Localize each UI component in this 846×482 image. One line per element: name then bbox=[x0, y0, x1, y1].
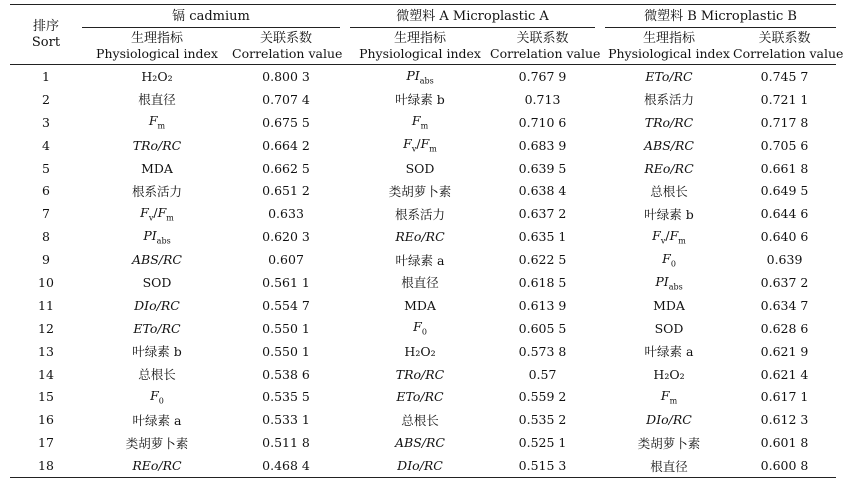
group-header-microplastic-a: 微塑料 A Microplastic A bbox=[350, 5, 595, 28]
microplastic-a-value-cell: 0.639 5 bbox=[518, 160, 567, 176]
table-row bbox=[10, 88, 836, 111]
cadmium-value-cell: 0.511 8 bbox=[262, 435, 310, 451]
cadmium-value-cell: 0.533 1 bbox=[262, 412, 310, 428]
sort-cell: 14 bbox=[38, 366, 54, 382]
cadmium-value-cell: 0.561 1 bbox=[262, 274, 310, 290]
header-row-groups bbox=[10, 5, 836, 28]
microplastic-b-value-cell: 0.637 2 bbox=[760, 274, 809, 290]
table-row bbox=[10, 225, 836, 248]
cadmium-value-cell: 0.800 3 bbox=[262, 68, 310, 84]
microplastic-a-index-cell: ABS/RC bbox=[395, 435, 445, 451]
group-header-cadmium: 镉 cadmium bbox=[82, 5, 340, 28]
sort-cell: 9 bbox=[42, 252, 50, 268]
col-header-corr: 关联系数 Correlation value bbox=[733, 28, 836, 65]
microplastic-a-value-cell: 0.710 6 bbox=[518, 114, 567, 130]
cadmium-index-cell: 根直径 bbox=[138, 92, 176, 108]
microplastic-a-index-cell: $PI_{abs}$ bbox=[406, 67, 434, 86]
microplastic-b-index-cell: 根直径 bbox=[650, 458, 688, 474]
microplastic-b-value-cell: 0.617 1 bbox=[760, 389, 809, 405]
table-row bbox=[10, 134, 836, 157]
microplastic-b-index-cell: $F_0$ bbox=[662, 250, 676, 269]
cadmium-index-cell: SOD bbox=[142, 274, 172, 290]
cadmium-value-cell: 0.620 3 bbox=[262, 229, 310, 245]
microplastic-a-value-cell: 0.637 2 bbox=[518, 206, 567, 222]
col-header-corr: 关联系数 Correlation value bbox=[232, 28, 340, 65]
microplastic-a-index-cell: REo/RC bbox=[395, 229, 445, 245]
col-header-index: 生理指标 Physiological index bbox=[350, 28, 490, 65]
microplastic-b-value-cell: 0.661 8 bbox=[760, 160, 809, 176]
col-header-corr: 关联系数 Correlation value bbox=[490, 28, 595, 65]
microplastic-b-index-cell: TRo/RC bbox=[644, 114, 694, 130]
microplastic-a-value-cell: 0.713 bbox=[524, 91, 561, 107]
microplastic-b-index-cell: DIo/RC bbox=[646, 412, 692, 428]
microplastic-b-value-cell: 0.601 8 bbox=[760, 435, 809, 451]
cadmium-value-cell: 0.550 1 bbox=[262, 320, 310, 336]
cadmium-index-cell: H₂O₂ bbox=[141, 68, 173, 84]
microplastic-b-value-cell: 0.705 6 bbox=[760, 137, 809, 153]
microplastic-a-value-cell: 0.525 1 bbox=[518, 435, 567, 451]
microplastic-a-index-cell: 根系活力 bbox=[395, 206, 446, 222]
table-body bbox=[10, 65, 836, 478]
microplastic-a-index-cell: SOD bbox=[405, 160, 435, 176]
microplastic-a-index-cell: 根直径 bbox=[401, 275, 439, 291]
microplastic-a-value-cell: 0.535 2 bbox=[518, 412, 567, 428]
cadmium-index-cell: DIo/RC bbox=[134, 297, 180, 313]
microplastic-b-value-cell: 0.628 6 bbox=[760, 320, 809, 336]
group-header-microplastic-b: 微塑料 B Microplastic B bbox=[605, 5, 836, 28]
microplastic-b-index-cell: 叶绿素 a bbox=[644, 344, 694, 360]
microplastic-a-value-cell: 0.515 3 bbox=[518, 458, 567, 474]
microplastic-a-value-cell: 0.618 5 bbox=[518, 274, 567, 290]
sort-cell: 15 bbox=[38, 389, 54, 405]
microplastic-b-value-cell: 0.640 6 bbox=[760, 229, 809, 245]
microplastic-a-value-cell: 0.635 1 bbox=[518, 229, 567, 245]
microplastic-a-index-cell: DIo/RC bbox=[397, 458, 443, 474]
table-row bbox=[10, 408, 836, 431]
microplastic-b-index-cell: REo/RC bbox=[644, 160, 694, 176]
col-header-index: 生理指标 Physiological index bbox=[82, 28, 232, 65]
cadmium-value-cell: 0.538 6 bbox=[262, 366, 310, 382]
table-row bbox=[10, 431, 836, 454]
cadmium-index-cell: $F_v/F_m$ bbox=[140, 205, 174, 223]
table-row bbox=[10, 454, 836, 477]
microplastic-b-value-cell: 0.644 6 bbox=[760, 206, 809, 222]
microplastic-a-value-cell: 0.605 5 bbox=[518, 320, 567, 336]
microplastic-b-value-cell: 0.649 5 bbox=[760, 183, 809, 199]
microplastic-b-index-cell: $F_v/F_m$ bbox=[652, 227, 686, 246]
table-row bbox=[10, 294, 836, 317]
microplastic-b-value-cell: 0.634 7 bbox=[760, 297, 809, 313]
microplastic-a-index-cell: H₂O₂ bbox=[404, 343, 436, 359]
cadmium-value-cell: 0.554 7 bbox=[262, 297, 310, 313]
cadmium-index-cell: 总根长 bbox=[138, 367, 176, 383]
table-row bbox=[10, 271, 836, 294]
cadmium-value-cell: 0.662 5 bbox=[262, 160, 310, 176]
microplastic-b-index-cell: H₂O₂ bbox=[653, 366, 685, 382]
microplastic-a-value-cell: 0.767 9 bbox=[518, 68, 567, 84]
microplastic-b-value-cell: 0.745 7 bbox=[760, 68, 809, 84]
table-row bbox=[10, 111, 836, 134]
microplastic-a-index-cell: 叶绿素 a bbox=[395, 252, 445, 268]
cadmium-index-cell: 根系活力 bbox=[131, 183, 182, 199]
microplastic-a-index-cell: $F_m$ bbox=[411, 113, 429, 131]
microplastic-a-value-cell: 0.622 5 bbox=[518, 252, 567, 268]
sort-cell: 4 bbox=[42, 137, 50, 153]
sort-header bbox=[10, 5, 82, 65]
microplastic-a-index-cell: TRo/RC bbox=[395, 366, 445, 382]
cadmium-value-cell: 0.550 1 bbox=[262, 343, 310, 359]
microplastic-a-value-cell: 0.683 9 bbox=[518, 137, 567, 153]
cadmium-value-cell: 0.633 bbox=[268, 206, 304, 222]
table-row bbox=[10, 385, 836, 408]
microplastic-a-index-cell: 叶绿素 b bbox=[395, 92, 445, 108]
microplastic-b-value-cell: 0.717 8 bbox=[760, 114, 809, 130]
table-row bbox=[10, 363, 836, 386]
sort-cell: 18 bbox=[38, 458, 54, 474]
cadmium-value-cell: 0.664 2 bbox=[262, 137, 310, 153]
table-row bbox=[10, 317, 836, 340]
microplastic-a-value-cell: 0.57 bbox=[528, 366, 557, 382]
cadmium-index-cell: 类胡萝卜素 bbox=[125, 435, 189, 451]
microplastic-b-index-cell: 根系活力 bbox=[644, 92, 695, 108]
microplastic-a-index-cell: 总根长 bbox=[401, 412, 439, 428]
cadmium-index-cell: MDA bbox=[141, 160, 173, 176]
cadmium-value-cell: 0.535 5 bbox=[262, 389, 310, 405]
table-row bbox=[10, 248, 836, 271]
sort-cell: 10 bbox=[38, 274, 54, 290]
sort-cell: 17 bbox=[38, 435, 54, 451]
microplastic-a-index-cell: $F_0$ bbox=[413, 319, 427, 337]
sort-cell: 7 bbox=[42, 206, 50, 222]
cadmium-index-cell: REo/RC bbox=[132, 458, 182, 474]
microplastic-a-index-cell: MDA bbox=[404, 297, 436, 313]
sort-cell: 1 bbox=[42, 68, 50, 84]
sort-cell: 6 bbox=[42, 183, 50, 199]
microplastic-b-index-cell: 叶绿素 b bbox=[644, 206, 694, 222]
sort-cell: 13 bbox=[38, 343, 54, 359]
table-row bbox=[10, 157, 836, 180]
sort-cell: 11 bbox=[38, 297, 54, 313]
sort-cell: 3 bbox=[42, 114, 50, 130]
microplastic-a-value-cell: 0.573 8 bbox=[518, 343, 567, 359]
microplastic-a-index-cell: ETo/RC bbox=[396, 389, 444, 405]
sort-cell: 2 bbox=[42, 91, 50, 107]
table-row bbox=[10, 65, 836, 88]
sort-cell: 8 bbox=[42, 229, 50, 245]
microplastic-b-index-cell: MDA bbox=[653, 297, 685, 313]
cadmium-index-cell: ABS/RC bbox=[132, 252, 182, 268]
microplastic-b-value-cell: 0.600 8 bbox=[760, 458, 809, 474]
microplastic-b-index-cell: ABS/RC bbox=[644, 137, 694, 153]
table-row bbox=[10, 179, 836, 202]
microplastic-b-index-cell: SOD bbox=[654, 320, 684, 336]
microplastic-b-index-cell: 总根长 bbox=[650, 183, 688, 199]
microplastic-b-value-cell: 0.621 9 bbox=[760, 343, 809, 359]
cadmium-index-cell: $PI_{abs}$ bbox=[143, 227, 171, 246]
header-row-subheads bbox=[10, 28, 836, 65]
col-header-index: 生理指标 Physiological index bbox=[605, 28, 733, 65]
microplastic-b-index-cell: 类胡萝卜素 bbox=[637, 435, 701, 451]
cadmium-value-cell: 0.707 4 bbox=[262, 91, 310, 107]
sort-header-en: Sort bbox=[31, 34, 61, 50]
table-row bbox=[10, 202, 836, 225]
microplastic-a-index-cell: 类胡萝卜素 bbox=[388, 183, 452, 199]
cadmium-index-cell: $F_m$ bbox=[148, 113, 166, 131]
microplastic-a-value-cell: 0.638 4 bbox=[518, 183, 567, 199]
microplastic-a-value-cell: 0.559 2 bbox=[518, 389, 567, 405]
correlation-table bbox=[10, 4, 844, 478]
cadmium-value-cell: 0.651 2 bbox=[262, 183, 310, 199]
microplastic-b-index-cell: ETo/RC bbox=[645, 68, 693, 84]
microplastic-b-value-cell: 0.621 4 bbox=[760, 366, 809, 382]
microplastic-b-value-cell: 0.612 3 bbox=[760, 412, 809, 428]
cadmium-index-cell: $F_0$ bbox=[150, 388, 164, 406]
cadmium-index-cell: ETo/RC bbox=[133, 320, 181, 336]
table-row bbox=[10, 340, 836, 363]
cadmium-value-cell: 0.675 5 bbox=[262, 114, 310, 130]
microplastic-b-index-cell: $F_m$ bbox=[660, 388, 678, 406]
sort-cell: 12 bbox=[38, 320, 54, 336]
microplastic-a-value-cell: 0.613 9 bbox=[518, 297, 567, 313]
microplastic-a-index-cell: $F_v/F_m$ bbox=[403, 136, 437, 154]
microplastic-b-index-cell: $PI_{abs}$ bbox=[655, 273, 683, 292]
cadmium-index-cell: 叶绿素 a bbox=[132, 412, 182, 428]
cadmium-value-cell: 0.468 4 bbox=[262, 458, 310, 474]
cadmium-index-cell: TRo/RC bbox=[132, 137, 182, 153]
sort-cell: 16 bbox=[38, 412, 54, 428]
sort-header-cn: 排序 bbox=[32, 18, 59, 34]
microplastic-b-value-cell: 0.639 bbox=[766, 252, 803, 268]
cadmium-value-cell: 0.607 bbox=[268, 252, 304, 268]
microplastic-b-value-cell: 0.721 1 bbox=[760, 91, 809, 107]
sort-cell: 5 bbox=[42, 160, 50, 176]
cadmium-index-cell: 叶绿素 b bbox=[132, 344, 182, 360]
